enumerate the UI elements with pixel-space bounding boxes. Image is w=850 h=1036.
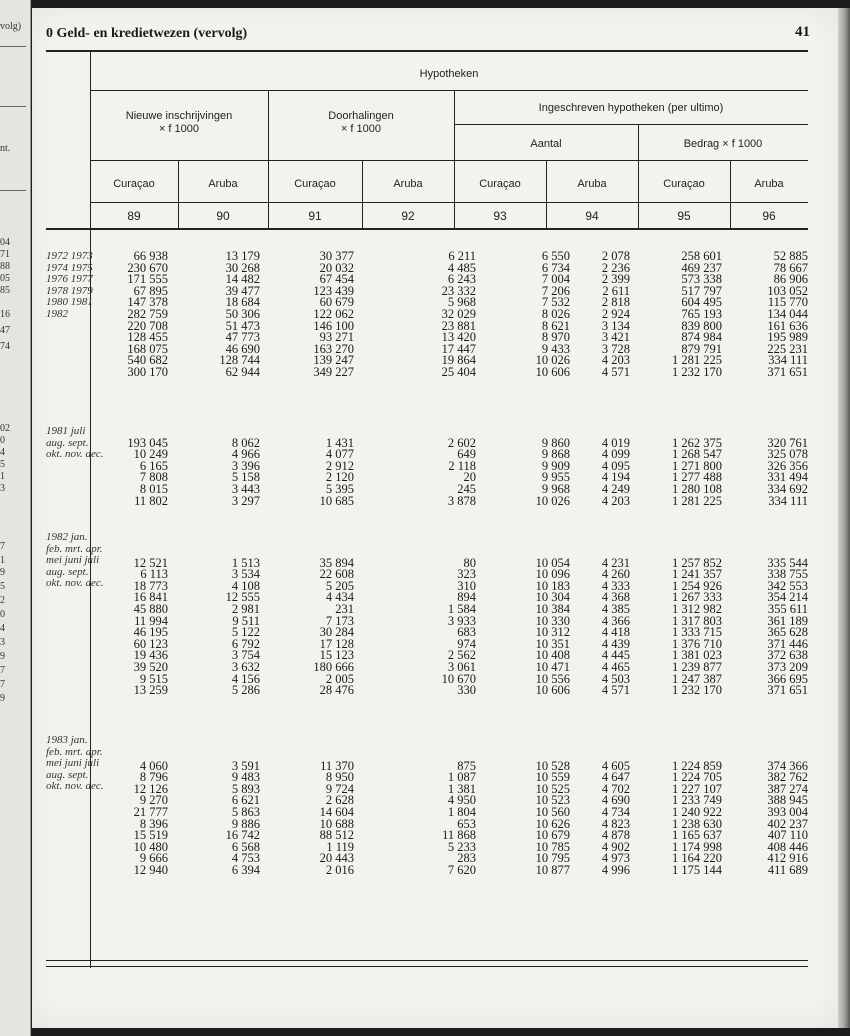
- col-90-place: Aruba: [208, 178, 238, 190]
- col-89-values: 193 045 10 249 6 165 7 808 8 015 11 802: [127, 435, 168, 508]
- col-94-values: 4 605 4 647 4 702 4 690 4 734 4 823 4 878 4 902 4 973 4 996: [601, 758, 630, 877]
- col-96-values: 335 544 338 755 342 553 354 214 355 611 361 189 365 628 371 446 372 638 373 209 366 695 371 651: [767, 555, 808, 698]
- previous-page-edge: [0, 0, 31, 1036]
- col-95-values: 1 262 375 1 268 547 1 271 800 1 277 488 1 280 108 1 281 225: [672, 435, 722, 508]
- col-92-values: 875 1 087 1 381 4 950 1 804 653 11 868 5 233 283 7 620: [442, 758, 476, 877]
- fragment: 4: [0, 623, 5, 634]
- page-number: 41: [795, 24, 810, 40]
- col-96-values: 374 366 382 762 387 274 388 945 393 004 402 237 407 110 408 446 412 916 411 689: [767, 758, 808, 877]
- fragment: 5: [0, 581, 5, 592]
- col-number: 95: [677, 209, 691, 223]
- fragment: 9: [0, 693, 5, 704]
- fragment: 88: [0, 261, 10, 272]
- col-89-values: 4 060 8 796 12 126 9 270 21 777 8 396 15 519 10 480 9 666 12 940: [133, 758, 168, 877]
- col-92-values: 6 211 4 485 6 243 23 332 5 968 32 029 23 881 13 420 17 447 19 864 25 404: [441, 249, 476, 379]
- col-91-place: Curaçao: [294, 178, 336, 190]
- fragment: 7: [0, 665, 5, 676]
- col-93-values: 10 528 10 559 10 525 10 523 10 560 10 626 10 679 10 785 10 795 10 877: [535, 758, 570, 877]
- col-90-values: 8 062 4 966 3 396 5 158 3 443 3 297: [231, 435, 260, 508]
- fragment: 16: [0, 309, 10, 320]
- col-94-values: 4 231 4 260 4 333 4 368 4 385 4 366 4 418 4 439 4 445 4 465 4 503 4 571: [601, 555, 630, 698]
- aantal-header: Aantal: [530, 138, 562, 150]
- fragment: 9: [0, 567, 5, 578]
- fragment: 1: [0, 471, 5, 482]
- fragment: 04: [0, 237, 10, 248]
- fragment: 05: [0, 273, 10, 284]
- statistics-page: [32, 8, 838, 1028]
- fragment: 74: [0, 341, 10, 352]
- fragment: 3: [0, 483, 5, 494]
- col-95-values: 1 224 859 1 224 705 1 227 107 1 233 749 1 240 922 1 238 630 1 165 637 1 174 998 1 164 220 1 175 144: [672, 758, 722, 877]
- col-94-values: 2 078 2 236 2 399 2 611 2 818 2 924 3 134 3 421 3 728 4 203 4 571: [601, 249, 630, 379]
- col-92-values: 80 323 310 894 1 584 3 933 683 974 2 562 3 061 10 670 330: [441, 555, 476, 698]
- col-91-values: 11 370 8 950 9 724 2 628 14 604 10 688 88 512 1 119 20 443 2 016: [319, 758, 354, 877]
- subheader-rule: [454, 124, 808, 125]
- col-92-values: 2 602 649 2 118 20 245 3 878: [447, 435, 476, 508]
- bottom-rule: [46, 960, 808, 961]
- col-number: 89: [127, 209, 141, 223]
- nieuwe-inschrijvingen-header: [90, 110, 268, 136]
- fragment: 0: [0, 435, 5, 446]
- col-90-values: 3 591 9 483 5 893 6 621 5 863 9 886 16 742 6 568 4 753 6 394: [225, 758, 260, 877]
- previous-page-fragments: [0, 12, 30, 1012]
- col-95-values: 258 601 469 237 573 338 517 797 604 495 765 193 839 800 874 984 879 791 1 281 225 1 232 170: [672, 249, 722, 379]
- ingeschreven-header: Ingeschreven hypotheken (per ultimo): [538, 102, 724, 114]
- col-number: 93: [493, 209, 507, 223]
- row-labels-yearly: 1972 1973 1974 1975 1976 1977 1978 1979 1980 1981 1982: [46, 250, 93, 320]
- fragment: 2: [0, 595, 5, 606]
- col-96-values: 52 885 78 667 86 906 103 052 115 770 134 044 161 636 195 989 225 231 334 111 371 651: [767, 249, 808, 379]
- fragment: 47: [0, 325, 10, 336]
- top-rule: [46, 50, 808, 52]
- col-90-values: 13 179 30 268 14 482 39 477 18 684 50 306 51 473 47 773 46 690 128 744 62 944: [219, 249, 260, 379]
- col-93-place: Curaçao: [479, 178, 521, 190]
- row-labels-1983: 1983 jan. feb. mrt. apr. mei juni juli aug. sept. okt. nov. dec.: [46, 734, 104, 793]
- group-unit: × f 1000: [340, 123, 382, 135]
- group-label: Nieuwe inschrijvingen: [125, 110, 233, 122]
- col-number: 92: [401, 209, 415, 223]
- col-91-values: 1 431 4 077 2 912 2 120 5 395 10 685: [319, 435, 354, 508]
- col-number: 94: [585, 209, 599, 223]
- hypotheken-header: Hypotheken: [419, 68, 479, 80]
- place-header-rule-top: [90, 160, 808, 161]
- fragment: 85: [0, 285, 10, 296]
- col-93-values: 10 054 10 096 10 183 10 304 10 384 10 330 10 312 10 351 10 408 10 471 10 556 10 606: [535, 555, 570, 698]
- body-top-rule: [46, 228, 808, 230]
- fragment: 71: [0, 249, 10, 260]
- group-label: Doorhalingen: [328, 110, 394, 122]
- col-number: 90: [216, 209, 230, 223]
- fragment: 7: [0, 541, 5, 552]
- fragment: 1: [0, 555, 5, 566]
- col-93-values: 6 550 6 734 7 004 7 206 7 532 8 026 8 621 8 970 9 433 10 026 10 606: [535, 249, 570, 379]
- page-edge-shadow: [838, 8, 850, 1028]
- bedrag-header: Bedrag × f 1000: [683, 138, 763, 150]
- col-95-place: Curaçao: [663, 178, 705, 190]
- col-96-place: Aruba: [754, 178, 784, 190]
- fragment: 0: [0, 609, 5, 620]
- col-89-values: 12 521 6 113 18 773 16 841 45 880 11 994 46 195 60 123 19 436 39 520 9 515 13 259: [133, 555, 168, 698]
- fragment: 5: [0, 459, 5, 470]
- fragment: 3: [0, 637, 5, 648]
- col-90-values: 1 513 3 534 4 108 12 555 2 981 9 511 5 122 6 792 3 754 3 632 4 156 5 286: [225, 555, 260, 698]
- col-92-place: Aruba: [393, 178, 423, 190]
- col-91-values: 30 377 20 032 67 454 123 439 60 679 122 062 146 100 93 271 163 270 139 247 349 227: [313, 249, 354, 379]
- row-labels-1982: 1982 jan. feb. mrt. apr. mei juni juli aug. sept. okt. nov. dec.: [46, 531, 104, 590]
- col-94-values: 4 019 4 099 4 095 4 194 4 249 4 203: [601, 435, 630, 508]
- doorhalingen-header: [268, 110, 454, 136]
- fragment: 7: [0, 679, 5, 690]
- colnum-rule: [90, 202, 808, 203]
- col-91-values: 35 894 22 608 5 205 4 434 231 7 173 30 284 17 128 15 123 180 666 2 005 28 476: [313, 555, 354, 698]
- col-96-values: 320 761 325 078 326 356 331 494 334 692 334 111: [767, 435, 808, 508]
- col-95-values: 1 257 852 1 241 357 1 254 926 1 267 333 1 312 982 1 317 803 1 333 715 1 376 710 1 381 023 1 239 877 1 247 387 1 232 170: [672, 555, 722, 698]
- col-number: 91: [308, 209, 322, 223]
- col-94-place: Aruba: [577, 178, 607, 190]
- fragment: nt.: [0, 143, 11, 154]
- col-number: 96: [762, 209, 776, 223]
- col-93-values: 9 860 9 868 9 909 9 955 9 968 10 026: [535, 435, 570, 508]
- group-unit: × f 1000: [158, 123, 200, 135]
- row-labels-1981: 1981 juli aug. sept. okt. nov. dec.: [46, 425, 104, 461]
- col-89-place: Curaçao: [113, 178, 155, 190]
- header-rule: [90, 90, 808, 91]
- fragment: volg): [0, 21, 22, 32]
- fragment: 9: [0, 651, 5, 662]
- fragment: 4: [0, 447, 5, 458]
- fragment: 02: [0, 423, 10, 434]
- page-title: 0 Geld- en kredietwezen (vervolg): [46, 26, 248, 41]
- col-89-values: 66 938 230 670 171 555 67 895 147 378 282 759 220 708 128 455 168 075 540 682 300 170: [127, 249, 168, 379]
- bottom-rule-2: [46, 966, 808, 967]
